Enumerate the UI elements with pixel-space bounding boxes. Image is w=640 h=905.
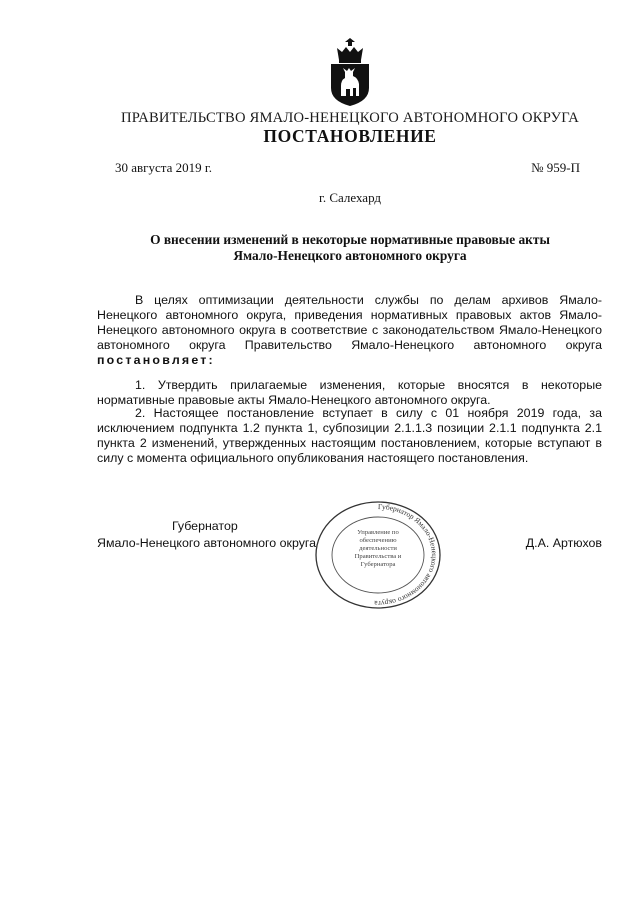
document-number: № 959-П: [531, 160, 580, 175]
item-1-paragraph: [97, 378, 602, 408]
stamp-inner-text: Управление по обеспечению деятельности Правительства и Губернатора: [354, 529, 402, 568]
document-city: г. Салехард: [318, 190, 382, 205]
document-title: [100, 232, 600, 263]
signatory-title: Губернатор: [172, 519, 238, 533]
preamble-paragraph: [97, 293, 602, 368]
title-line-1: О внесении изменений в некоторые нормативные правовые акты: [150, 232, 550, 247]
item-2-text: 2. Настоящее постановление вступает в силу с 01 ноября 2019 года, за исключением подпункта 1.2 пункта 1, субпозиции 2.1.1.3 позиции 2.1.1 подпункта 2.1 пункта 2 изменений, утвержденных настоящим постановлением, которые вступают в силу с момента официального опубликования настоящего постановления.: [97, 406, 602, 466]
document-date: 30 августа 2019 г.: [115, 160, 212, 175]
signatory-name: Д.А. Артюхов: [525, 536, 602, 550]
item-1-text: 1. Утвердить прилагаемые изменения, которые вносятся в некоторые нормативные правовые акты Ямало-Ненецкого автономного округа.: [97, 378, 602, 408]
signatory-organization: Ямало-Ненецкого автономного округа: [97, 536, 317, 550]
resolves-word: постановляет:: [97, 353, 215, 368]
document-type: ПОСТАНОВЛЕНИЕ: [263, 126, 437, 146]
item-2-paragraph: [97, 406, 602, 466]
coat-of-arms-icon: [325, 38, 375, 108]
organization-name: ПРАВИТЕЛЬСТВО ЯМАЛО-НЕНЕЦКОГО АВТОНОМНОГО ОКРУГА: [121, 110, 579, 126]
title-line-2: Ямало-Ненецкого автономного округа: [233, 247, 467, 263]
stamp-ring-text: Губернатор Ямало-Ненецкого автономного округа: [374, 501, 439, 609]
preamble-text: В целях оптимизации деятельности службы по делам архивов Ямало-Ненецкого автономного округа, приведения нормативных правовых актов Ямало-Ненецкого автономного округа в соответствие с законодательством Ямало-Ненецкого автономного округа Правительство Ямало-Ненецкого автономного округа: [97, 293, 602, 353]
official-stamp-icon: [313, 499, 443, 611]
